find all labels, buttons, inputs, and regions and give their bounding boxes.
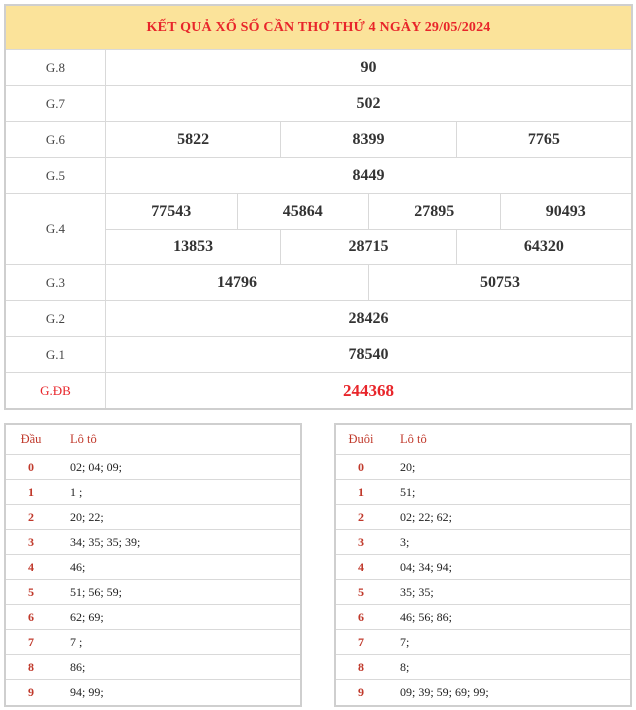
duoi-digit: 5 (358, 584, 364, 599)
results-table (4, 4, 633, 410)
prize-number: 502 (356, 94, 381, 112)
dau-row (6, 505, 300, 530)
prize-number: 8449 (352, 166, 385, 184)
special-prize-number: 244368 (343, 380, 394, 400)
dau-row (6, 605, 300, 630)
prize-label: G.2 (6, 301, 106, 336)
duoi-row (336, 605, 630, 630)
duoi-digit: 1 (358, 484, 364, 499)
dau-table-header (6, 425, 300, 455)
duoi-row (336, 630, 630, 655)
duoi-row (336, 505, 630, 530)
prize-number: 77543 (151, 202, 192, 220)
duoi-digit: 9 (358, 685, 364, 699)
prize-label: G.4 (6, 194, 106, 264)
prize-values (106, 158, 631, 193)
prize-values (106, 86, 631, 121)
prize-label: G.8 (6, 50, 106, 85)
prize-values (106, 301, 631, 336)
prize-value-line (106, 50, 631, 85)
prize-row (6, 122, 631, 158)
duoi-header-val: Lô tô (400, 432, 427, 446)
duoi-digit: 7 (358, 634, 364, 649)
prize-label: G.7 (6, 86, 106, 121)
dau-digit: 1 (28, 484, 34, 499)
duoi-row (336, 655, 630, 680)
duoi-digit: 8 (358, 659, 364, 674)
prize-row (6, 301, 631, 337)
duoi-digit: 3 (358, 534, 364, 549)
prize-value-line (106, 194, 631, 229)
dau-loto-values: 02; 04; 09; (70, 459, 123, 474)
duoi-rows (336, 455, 630, 705)
duoi-row (336, 480, 630, 505)
prize-number: 8399 (280, 122, 455, 157)
dau-digit: 4 (28, 559, 34, 574)
prize-label: G.5 (6, 158, 106, 193)
dau-loto-values: 34; 35; 35; 39; (70, 534, 141, 549)
duoi-loto-values: 20; (400, 459, 416, 474)
duoi-loto-values: 02; 22; 62; (400, 509, 453, 524)
prize-number: 28426 (348, 309, 389, 327)
dau-loto-values: 7 ; (70, 634, 83, 649)
duoi-digit: 2 (358, 509, 364, 524)
prize-number: 78540 (348, 345, 389, 363)
dau-digit: 2 (28, 509, 34, 524)
dau-header-key: Đầu (20, 432, 42, 446)
prize-values (106, 265, 631, 300)
prize-value-line (106, 229, 631, 264)
prize-values (106, 373, 631, 408)
duoi-loto-values: 09; 39; 59; 69; 99; (400, 685, 489, 699)
prize-row (6, 50, 631, 86)
duoi-digit: 0 (358, 459, 364, 474)
prize-value-line (106, 86, 631, 121)
dau-row (6, 530, 300, 555)
dau-loto-values: 20; 22; (70, 509, 104, 524)
prize-number: 14796 (217, 273, 257, 291)
prize-number: 13853 (173, 238, 214, 255)
dau-digit: 3 (28, 534, 34, 549)
prize-values (106, 122, 631, 157)
prize-label: G.3 (6, 265, 106, 300)
prize-values (106, 337, 631, 372)
duoi-loto-values: 3; (400, 534, 410, 549)
dau-header-val: Lô tô (70, 432, 97, 446)
dau-loto-values: 94; 99; (70, 685, 104, 699)
duoi-row (336, 680, 630, 705)
duoi-loto-values: 04; 34; 94; (400, 559, 453, 574)
results-title: KẾT QUẢ XỔ SỐ CẦN THƠ THỨ 4 NGÀY 29/05/2024 (6, 6, 631, 50)
prize-rows (6, 50, 631, 408)
prize-row (6, 337, 631, 373)
dau-digit: 0 (28, 459, 34, 474)
dau-row (6, 555, 300, 580)
duoi-loto-values: 46; 56; 86; (400, 609, 453, 624)
prize-label: G.ĐB (6, 373, 106, 408)
prize-value-line (106, 158, 631, 193)
prize-value-line (106, 373, 631, 408)
duoi-row (336, 555, 630, 580)
prize-number: 50753 (368, 265, 631, 300)
duoi-row (336, 580, 630, 605)
duoi-digit: 6 (358, 609, 364, 624)
prize-label: G.6 (6, 122, 106, 157)
prize-values (106, 194, 631, 264)
duoi-header-key: Đuôi (348, 432, 374, 446)
prize-value-line (106, 301, 631, 336)
prize-value-line (106, 122, 631, 157)
dau-loto-values: 62; 69; (70, 609, 104, 624)
prize-row (6, 373, 631, 408)
duoi-digit: 4 (358, 559, 364, 574)
duoi-loto-values: 51; (400, 484, 416, 499)
dau-row (6, 630, 300, 655)
duoi-row (336, 530, 630, 555)
prize-value-line (106, 337, 631, 372)
dau-digit: 9 (28, 685, 34, 699)
dau-row (6, 580, 300, 605)
prize-row (6, 265, 631, 301)
prize-row (6, 194, 631, 265)
duoi-loto-values: 8; (400, 659, 410, 674)
dau-row (6, 455, 300, 480)
dau-row (6, 655, 300, 680)
dau-row (6, 680, 300, 705)
dau-digit: 8 (28, 659, 34, 674)
prize-number: 28715 (280, 230, 455, 264)
prize-value-line (106, 265, 631, 300)
dau-rows (6, 455, 300, 705)
prize-row (6, 158, 631, 194)
prize-number: 5822 (177, 130, 210, 148)
dau-digit: 6 (28, 609, 34, 624)
prize-number: 27895 (368, 194, 500, 229)
prize-values (106, 50, 631, 85)
dau-loto-values: 86; (70, 659, 86, 674)
dau-table (4, 423, 302, 707)
duoi-table (334, 423, 632, 707)
duoi-table-header (336, 425, 630, 455)
prize-label: G.1 (6, 337, 106, 372)
dau-loto-values: 51; 56; 59; (70, 584, 123, 599)
prize-number: 90493 (500, 194, 632, 229)
dau-row (6, 480, 300, 505)
prize-row (6, 86, 631, 122)
prize-number: 45864 (237, 194, 369, 229)
duoi-loto-values: 7; (400, 634, 410, 649)
prize-number: 90 (360, 58, 377, 76)
prize-number: 7765 (456, 122, 631, 157)
duoi-loto-values: 35; 35; (400, 584, 434, 599)
prize-number: 64320 (456, 230, 631, 264)
dau-loto-values: 1 ; (70, 484, 83, 499)
dau-digit: 5 (28, 584, 34, 599)
duoi-row (336, 455, 630, 480)
dau-digit: 7 (28, 634, 34, 649)
dau-loto-values: 46; (70, 559, 86, 574)
